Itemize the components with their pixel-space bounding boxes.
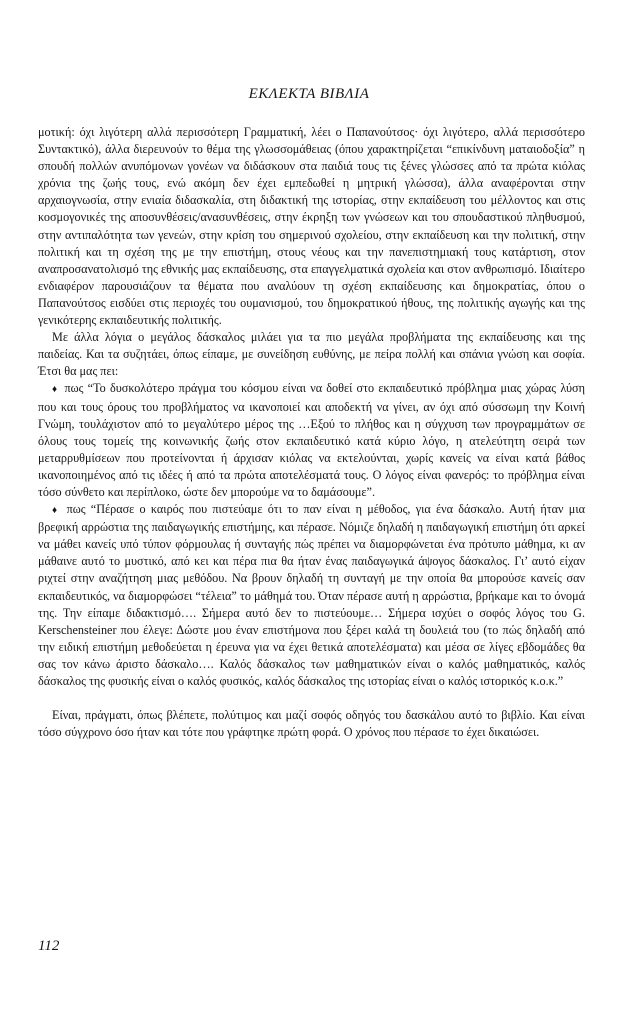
running-header: ΕΚΛΕΚΤΑ ΒΙΒΛΙΑ — [248, 86, 370, 102]
quote-paragraph-2 — [38, 501, 585, 690]
quote-text-2: πως “Πέρασε ο καιρός που πιστεύαμε ότι το παν είναι η μέθοδος, για ένα δάσκαλο. Αυτή ήταν μια βρεφική αρρώστια της παιδαγωγικής επιστήμης, και πέρασε. Νόμιζε δηλαδή η παιδαγωγική επιστήμη ότι αρκεί να μάθει κανείς υπό τύπον φόρμουλας ή συνταγής πώς πρέπει να διαμορφώνεται ένα πρότυπο μάθημα, κι αν μάθαινε αυτό το μυστικό, από κει και πέρα πια θα ήταν ένας παιδαγωγικά άψογος δάσκαλος. Γι’ αυτό είχαν ριχτεί στην αναζήτηση μιας μεθόδου. Να βρουν δηλαδή τη συνταγή με την οποία θα μπορούσε κανείς σαν εκπαιδευτικός, να διαμορφώσει “τέλεια” το μάθημά του. Όταν πέρασε αυτή η αρρώστια, βρήκαμε και το όνομά της. Την είπαμε διδακτισμό…. Σήμερα αυτό δεν το πιστεύουμε… Σήμερα ισχύει ο σοφός λόγος του G. Kerschensteiner που έλεγε: Δώστε μου έναν επιστήμονα που ξέρει καλά τη δουλειά του (το πώς δηλαδή από την ειδική επιστήμη μεθοδεύεται η έρευνα για να έχει θετικά αποτελέσματα) και μέσα σε λίγες εβδομάδες θα σας τον κάνω άριστο δάσκαλο…. Καλός δάσκαλος των μαθηματικών είναι ο καλός μαθηματικός, καλός δάσκαλος της φυσικής είναι ο καλός φυσικός, καλός δάσκαλος της ιστορίας είναι ο καλός ιστορικός κ.ο.κ.” — [38, 502, 585, 688]
quote-paragraph-1 — [38, 380, 585, 501]
paragraph-continuation: μοτική: όχι λιγότερη αλλά περισσότερη Γραμματική, λέει ο Παπανούτσος· όχι λιγότερο, αλλά περισσότερο Συντακτικό), άλλα διερευνούν το θέμα της γλωσσομάθειας (όπου χαρακτηρίζεται “επικίνδυνη ματαιοδοξία” η σπουδή πολλών ανυπόμονων γονέων να διδάσκουν στα παιδιά τους τις ξένες γλώσσες από τα πρώτα κιόλας χρόνια της ζωής τους, ενώ ακόμη δεν έχει εμπεδωθεί η μητρική γλώσσα), άλλα αναφέρονται στην αρχαιογνωσία, στην ενιαία διδασκαλία, στη διδακτική της ιστορίας, στην εκπαίδευση του μέλλοντος και στις κοσμογονικές της αποσυνθέσεις/ανασυνθέσεις, στην έκρηξη των γνώσεων και του σπουδαστικού πληθυσμού, στην αντιπαλότητα των γενεών, στην κρίση του σημερινού σχολείου, στην εκπαίδευση και την πολιτική, στην πολιτική και τη σχέση της με την επιστήμη, στους νέους και την πανεπιστημιακή τους κατάρτιση, στον αναπροσανατολισμό της εθνικής μας εκπαίδευσης, στα επαγγελματικά σχολεία και στον ανθρωπισμό. Ιδιαίτερο ενδιαφέρον παρουσιάζουν τα θέματα που αναλύουν τη σχέση εκπαίδευσης και δημοκρατίας, όπου ο Παπανούτσος εισδύει στις περιοχές του ουμανισμού, του δημοκρατικού ήθους, της πολιτικής αγωγής και της γενικότερης εκπαιδευτικής πολιτικής. — [38, 125, 585, 328]
diamond-bullet-icon: ♦ — [52, 505, 60, 517]
paragraph-gap — [38, 690, 585, 707]
page-number: 112 — [38, 938, 60, 954]
body-text — [38, 124, 585, 741]
paragraph-conclusion: Είναι, πράγματι, όπως βλέπετε, πολύτιμος και μαζί σοφός οδηγός του δασκάλου αυτό το βιβλίο. Και είναι τόσο σύγχρονο όσο ήταν και τότε που γράφτηκε πρώτη φορά. Ο χρόνος που πέρασε το έχει δικαιώσει. — [38, 708, 585, 740]
diamond-bullet-icon: ♦ — [52, 384, 59, 396]
quote-text-1: πως “Το δυσκολότερο πράγμα του κόσμου είναι να δοθεί στο εκπαιδευτικό πρόβλημα μιας χώρας λύση που και τους όρους του προβλήματος να ικανοποιεί και αποδεκτή να γίνει, αν όχι από σύσσωμη την Κοινή Γνώμη, τουλάχιστον από το μεγαλύτερο μέρος της …Εξού το πλήθος και η σύγχυση των προγραμμάτων σε όλους τους τομείς της κοινωνικής ζωής στον εκπαιδευτικό κατά κύριο λόγο, η ατελεύτητη σειρά των μεταρρυθμίσεων που προτείνονται ή άρχισαν κιόλας να εκτελούνται, χωρίς κανείς να είναι κατά βάθος ικανοποιημένος από τις ιδέες ή από τα πρώτα αποτελέσματά τους. Ο λόγος είναι φανερός: το πρόβλημα είναι τόσο σύνθετο και περίπλοκο, ώστε δεν μπορούμε να το δαμάσουμε”. — [38, 381, 585, 499]
paragraph-intro: Με άλλα λόγια ο μεγάλος δάσκαλος μιλάει για τα πιο μεγάλα προβλήματα της εκπαίδευσης και της παιδείας. Και τα συζητάει, όπως είπαμε, με συνείδηση ευθύνης, με πείρα πολλή και σπάνια γνώση και σοφία. Έτσι θα μας πει: — [38, 330, 585, 379]
